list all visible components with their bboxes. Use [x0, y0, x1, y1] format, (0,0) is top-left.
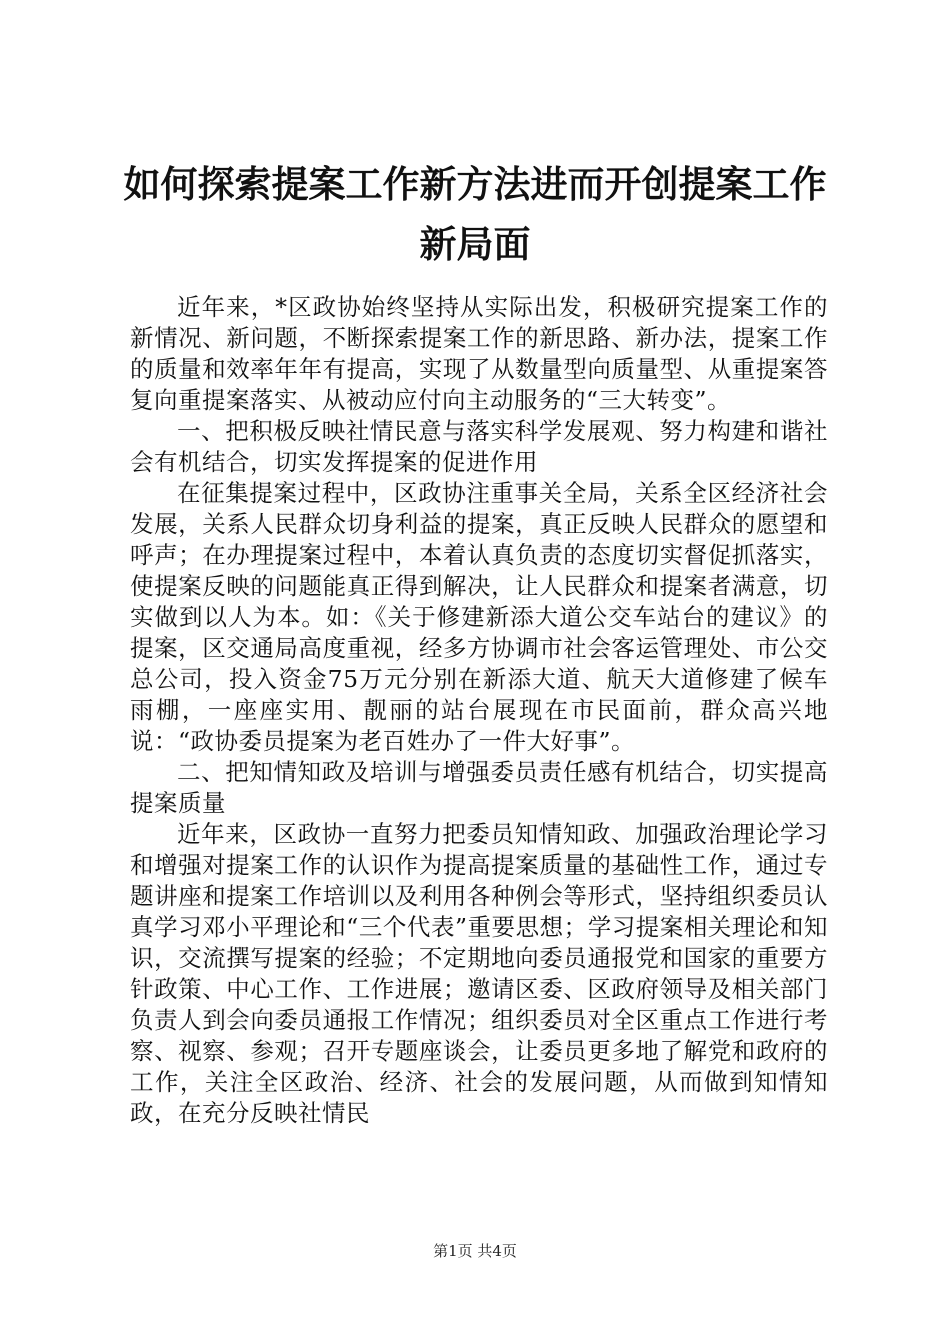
section-heading-2: 二、把知情知政及培训与增强委员责任感有机结合，切实提高提案质量 [130, 758, 828, 817]
paragraph-section-2: 近年来，区政协一直努力把委员知情知政、加强政治理论学习和增强对提案工作的认识作为提高提案质量的基础性工作，通过专题讲座和提案工作培训以及利用各种例会等形式，坚持组织委员认真学习邓小平理论和“三个代表”重要思想；学习提案相关理论和知识，交流撰写提案的经验；不定期地向委员通报党和国家的重要方针政策、中心工作、工作进展；邀请区委、区政府领导及相关部门负责人到会向委员通报工作情况；组织委员对全区重点工作进行考察、视察、参观；召开专题座谈会，让委员更多地了解党和政府的工作，关注全区政治、经济、社会的发展问题，从而做到知情知政，在充分反映社情民 [130, 820, 828, 1127]
document-title: 如何探索提案工作新方法进而开创提案工作新局面 [123, 162, 827, 266]
section-heading-1: 一、把积极反映社情民意与落实科学发展观、努力构建和谐社会有机结合，切实发挥提案的促进作用 [130, 417, 828, 476]
paragraph-section-1: 在征集提案过程中，区政协注重事关全局，关系全区经济社会发展，关系人民群众切身利益的提案，真正反映人民群众的愿望和呼声；在办理提案过程中，本着认真负责的态度切实督促抓落实，使提案反映的问题能真正得到解决，让人民群众和提案者满意，切实做到以人为本。如：《关于修建新添大道公交车站台的建议》的提案，区交通局高度重视，经多方协调市社会客运管理处、市公交总公司，投入资金75万元分别在新添大道、航天大道修建了候车雨棚，一座座实用、靓丽的站台展现在市民面前，群众高兴地说：“政协委员提案为老百姓办了一件大好事”。 [130, 479, 828, 755]
page-footer: 第1页 共4页 [433, 1242, 517, 1260]
document-body [130, 292, 828, 1129]
paragraph-intro: 近年来，*区政协始终坚持从实际出发，积极研究提案工作的新情况、新问题，不断探索提案工作的新思路、新办法，提案工作的质量和效率年年有提高，实现了从数量型向质量型、从重提案答复向重提案落实、从被动应付向主动服务的“三大转变”。 [130, 293, 828, 414]
